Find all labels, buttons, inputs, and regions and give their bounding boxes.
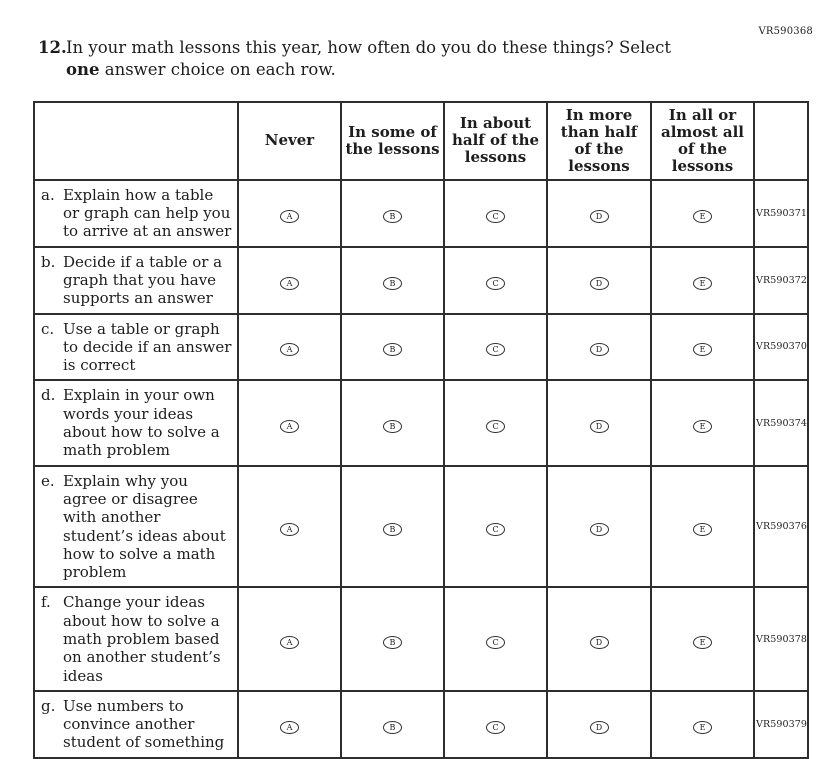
option-cell (651, 691, 754, 758)
answer-bubble-a[interactable]: A (280, 721, 299, 734)
option-cell (547, 247, 651, 314)
question-block (38, 37, 718, 81)
answer-bubble-b[interactable]: B (383, 523, 402, 536)
row-statement (34, 314, 238, 381)
table-row (34, 314, 808, 381)
table-row (34, 587, 808, 690)
question-text-part1: In your math lessons this year, how often do you do these things? Select (66, 38, 671, 57)
option-cell (547, 314, 651, 381)
question-number: 12. (38, 38, 67, 57)
vr-code: VR590376 (754, 466, 808, 588)
answer-bubble-a[interactable]: A (280, 636, 299, 649)
code-column-header (754, 102, 808, 180)
option-cell (444, 314, 547, 381)
option-cell (238, 380, 341, 465)
answer-bubble-d[interactable]: D (590, 420, 609, 433)
table-row (34, 466, 808, 588)
answer-bubble-b[interactable]: B (383, 343, 402, 356)
row-letter: a. (41, 185, 55, 204)
row-statement-text: Explain why you agree or disagree with another student’s ideas about how to solve a math problem (63, 471, 226, 582)
answer-bubble-b[interactable]: B (383, 721, 402, 734)
option-cell (651, 380, 754, 465)
question-text-bold-word: one (66, 59, 100, 79)
answer-bubble-c[interactable]: C (486, 721, 505, 734)
answer-bubble-b[interactable]: B (383, 420, 402, 433)
answer-bubble-d[interactable]: D (590, 721, 609, 734)
column-header-never: Never (238, 102, 341, 180)
row-letter: c. (41, 319, 55, 338)
answer-bubble-e[interactable]: E (693, 210, 712, 223)
row-statement-text: Use numbers to convince another student of something (63, 696, 225, 752)
option-cell (651, 247, 754, 314)
answer-bubble-c[interactable]: C (486, 420, 505, 433)
row-letter: d. (41, 386, 56, 405)
answer-bubble-d[interactable]: D (590, 636, 609, 649)
table-row (34, 247, 808, 314)
option-cell (651, 587, 754, 690)
table-row (34, 180, 808, 247)
answer-bubble-c[interactable]: C (486, 523, 505, 536)
answer-bubble-b[interactable]: B (383, 636, 402, 649)
answer-bubble-a[interactable]: A (280, 277, 299, 290)
row-statement-text: Change your ideas about how to solve a math problem based on another student’s ideas (63, 593, 221, 685)
option-cell (651, 180, 754, 247)
option-cell (238, 466, 341, 588)
column-header-more-than-half: In more than half of the lessons (547, 102, 651, 180)
option-cell (341, 691, 444, 758)
answer-bubble-d[interactable]: D (590, 210, 609, 223)
option-cell (444, 466, 547, 588)
option-cell (341, 247, 444, 314)
option-cell (444, 247, 547, 314)
row-statement-text: Use a table or graph to decide if an answer is correct (63, 319, 232, 375)
row-statement (34, 380, 238, 465)
vr-code: VR590378 (754, 587, 808, 690)
option-cell (341, 180, 444, 247)
option-cell (238, 314, 341, 381)
row-statement (34, 587, 238, 690)
question-text (66, 37, 706, 81)
answer-bubble-d[interactable]: D (590, 343, 609, 356)
table-row (34, 380, 808, 465)
vr-code: VR590371 (754, 180, 808, 247)
row-letter: b. (41, 252, 56, 271)
answer-bubble-c[interactable]: C (486, 343, 505, 356)
option-cell (547, 180, 651, 247)
column-header-all-lessons: In all or almost all of the lessons (651, 102, 754, 180)
survey-table-header (34, 102, 808, 180)
row-letter: f. (41, 593, 51, 612)
answer-bubble-e[interactable]: E (693, 277, 712, 290)
table-row (34, 691, 808, 758)
column-header-about-half: In about half of the lessons (444, 102, 547, 180)
answer-bubble-e[interactable]: E (693, 343, 712, 356)
option-cell (238, 247, 341, 314)
option-cell (547, 691, 651, 758)
option-cell (341, 314, 444, 381)
survey-table-body (34, 180, 808, 758)
option-cell (444, 691, 547, 758)
answer-bubble-c[interactable]: C (486, 210, 505, 223)
row-statement (34, 247, 238, 314)
row-statement (34, 180, 238, 247)
page-form-code: VR590368 (758, 26, 813, 37)
column-header-some-lessons: In some of the lessons (341, 102, 444, 180)
vr-code: VR590372 (754, 247, 808, 314)
answer-bubble-e[interactable]: E (693, 420, 712, 433)
option-cell (444, 587, 547, 690)
option-cell (444, 180, 547, 247)
row-letter: e. (41, 471, 55, 490)
option-cell (238, 691, 341, 758)
option-cell (238, 180, 341, 247)
row-statement-text: Explain in your own words your ideas about how to solve a math problem (63, 386, 220, 460)
statement-column-header (34, 102, 238, 180)
answer-bubble-e[interactable]: E (693, 721, 712, 734)
answer-bubble-c[interactable]: C (486, 636, 505, 649)
answer-bubble-e[interactable]: E (693, 636, 712, 649)
option-cell (341, 380, 444, 465)
answer-bubble-a[interactable]: A (280, 523, 299, 536)
survey-table (33, 101, 809, 759)
answer-bubble-d[interactable]: D (590, 523, 609, 536)
row-letter: g. (41, 696, 56, 715)
answer-bubble-b[interactable]: B (383, 277, 402, 290)
option-cell (651, 466, 754, 588)
option-cell (651, 314, 754, 381)
answer-bubble-a[interactable]: A (280, 343, 299, 356)
answer-bubble-a[interactable]: A (280, 210, 299, 223)
option-cell (238, 587, 341, 690)
answer-bubble-e[interactable]: E (693, 523, 712, 536)
option-cell (547, 466, 651, 588)
answer-bubble-a[interactable]: A (280, 420, 299, 433)
option-cell (341, 587, 444, 690)
header-row (34, 102, 808, 180)
vr-code: VR590379 (754, 691, 808, 758)
row-statement-text: Decide if a table or a graph that you have supports an answer (63, 252, 223, 308)
row-statement-text: Explain how a table or graph can help you to arrive at an answer (63, 185, 232, 241)
option-cell (547, 587, 651, 690)
answer-bubble-c[interactable]: C (486, 277, 505, 290)
answer-bubble-b[interactable]: B (383, 210, 402, 223)
vr-code: VR590374 (754, 380, 808, 465)
vr-code: VR590370 (754, 314, 808, 381)
option-cell (341, 466, 444, 588)
answer-bubble-d[interactable]: D (590, 277, 609, 290)
row-statement (34, 691, 238, 758)
option-cell (444, 380, 547, 465)
row-statement (34, 466, 238, 588)
question-text-part2: answer choice on each row. (99, 59, 336, 79)
option-cell (547, 380, 651, 465)
